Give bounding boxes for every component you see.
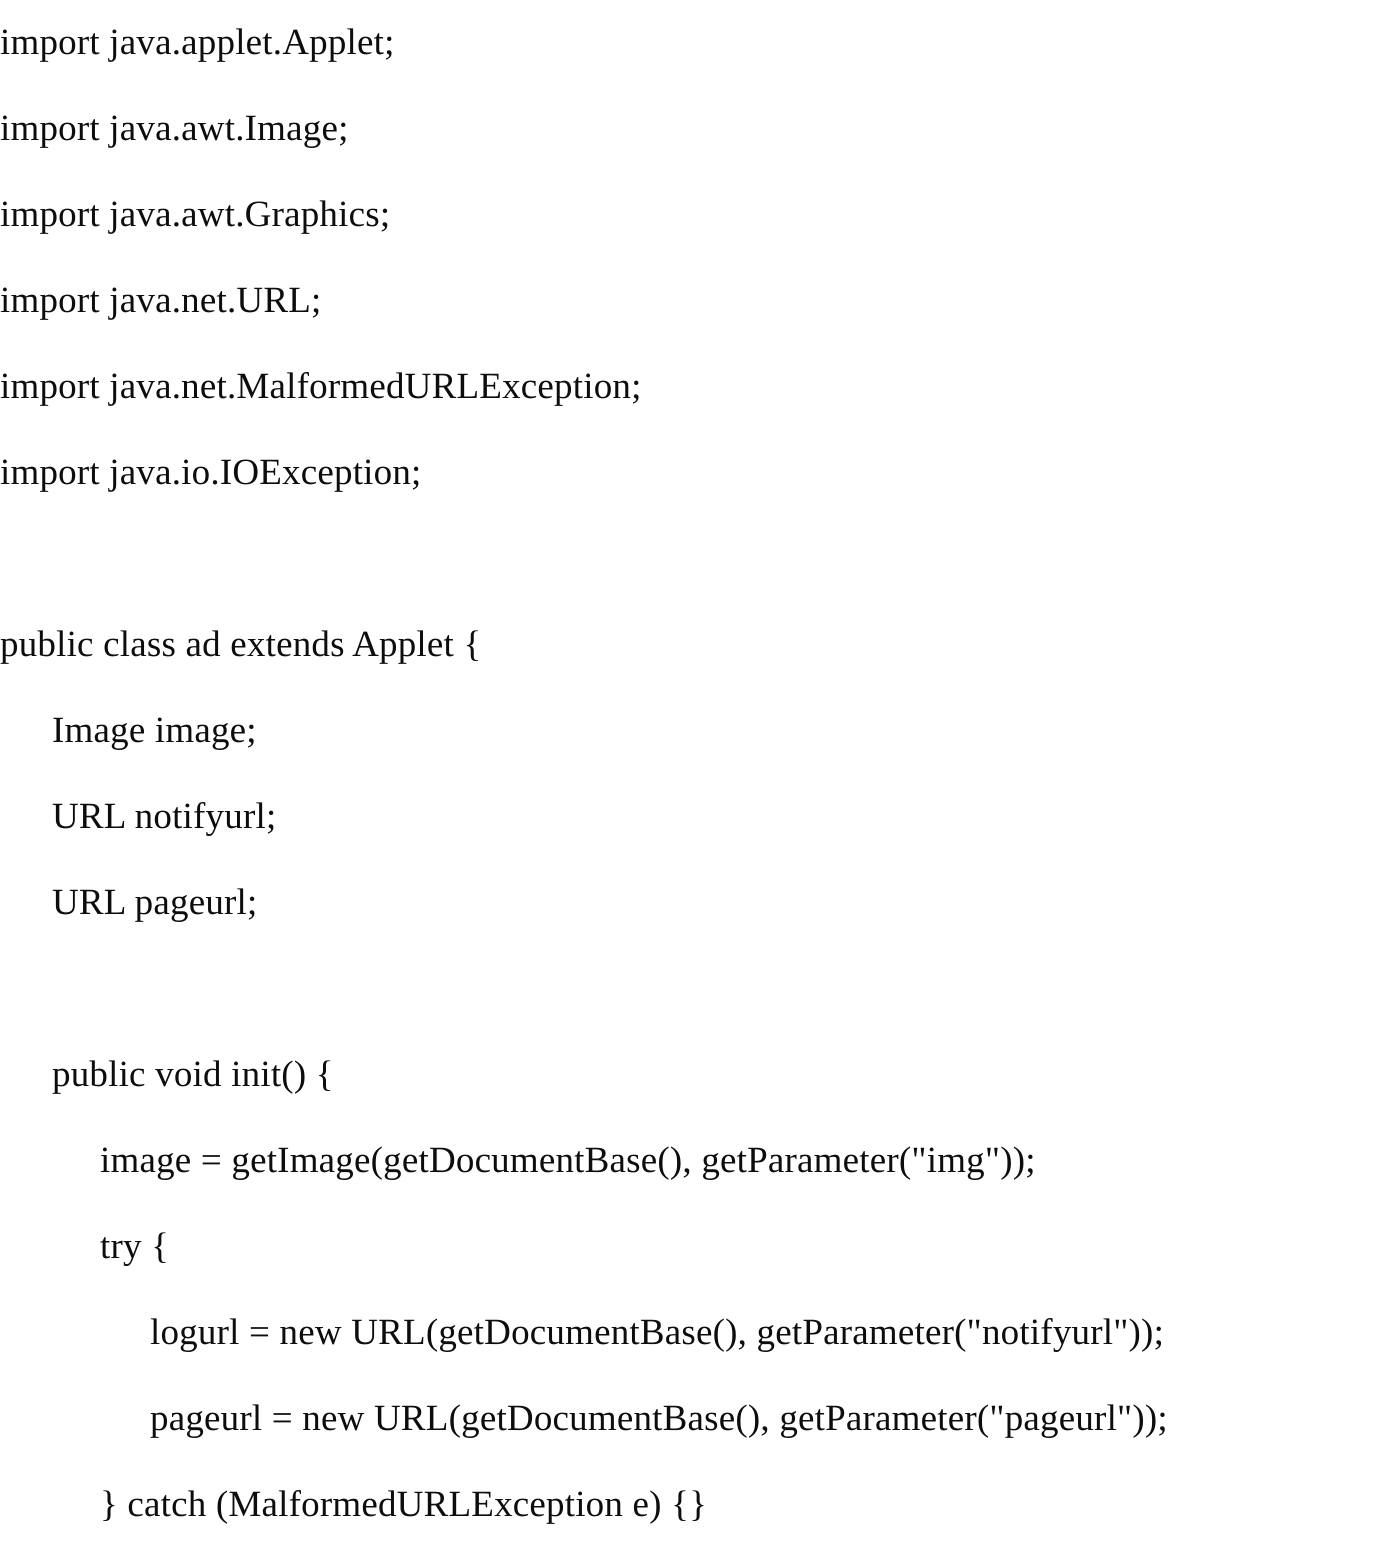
- code-line: URL notifyurl;: [52, 796, 277, 837]
- code-line: import java.awt.Graphics;: [0, 194, 391, 235]
- code-line: import java.net.URL;: [0, 280, 322, 321]
- code-line: image = getImage(getDocumentBase(), getParameter("img"));: [100, 1140, 1036, 1181]
- code-line: import java.net.MalformedURLException;: [0, 366, 642, 407]
- code-line: try {: [100, 1226, 170, 1267]
- code-line-blank: [0, 946, 1389, 1032]
- code-line-blank: [0, 516, 1389, 602]
- code-line: public void init() {: [52, 1054, 334, 1095]
- code-line: pageurl = new URL(getDocumentBase(), getParameter("pageurl"));: [150, 1398, 1168, 1439]
- code-line: import java.applet.Applet;: [0, 22, 395, 63]
- code-line: URL pageurl;: [52, 882, 258, 923]
- code-line: } catch (MalformedURLException e) {}: [100, 1484, 708, 1525]
- code-line: logurl = new URL(getDocumentBase(), getParameter("notifyurl"));: [150, 1312, 1165, 1353]
- code-line: import java.awt.Image;: [0, 108, 349, 149]
- code-line: Image image;: [52, 710, 257, 751]
- code-line: import java.io.IOException;: [0, 452, 422, 493]
- code-line: public class ad extends Applet {: [0, 624, 482, 665]
